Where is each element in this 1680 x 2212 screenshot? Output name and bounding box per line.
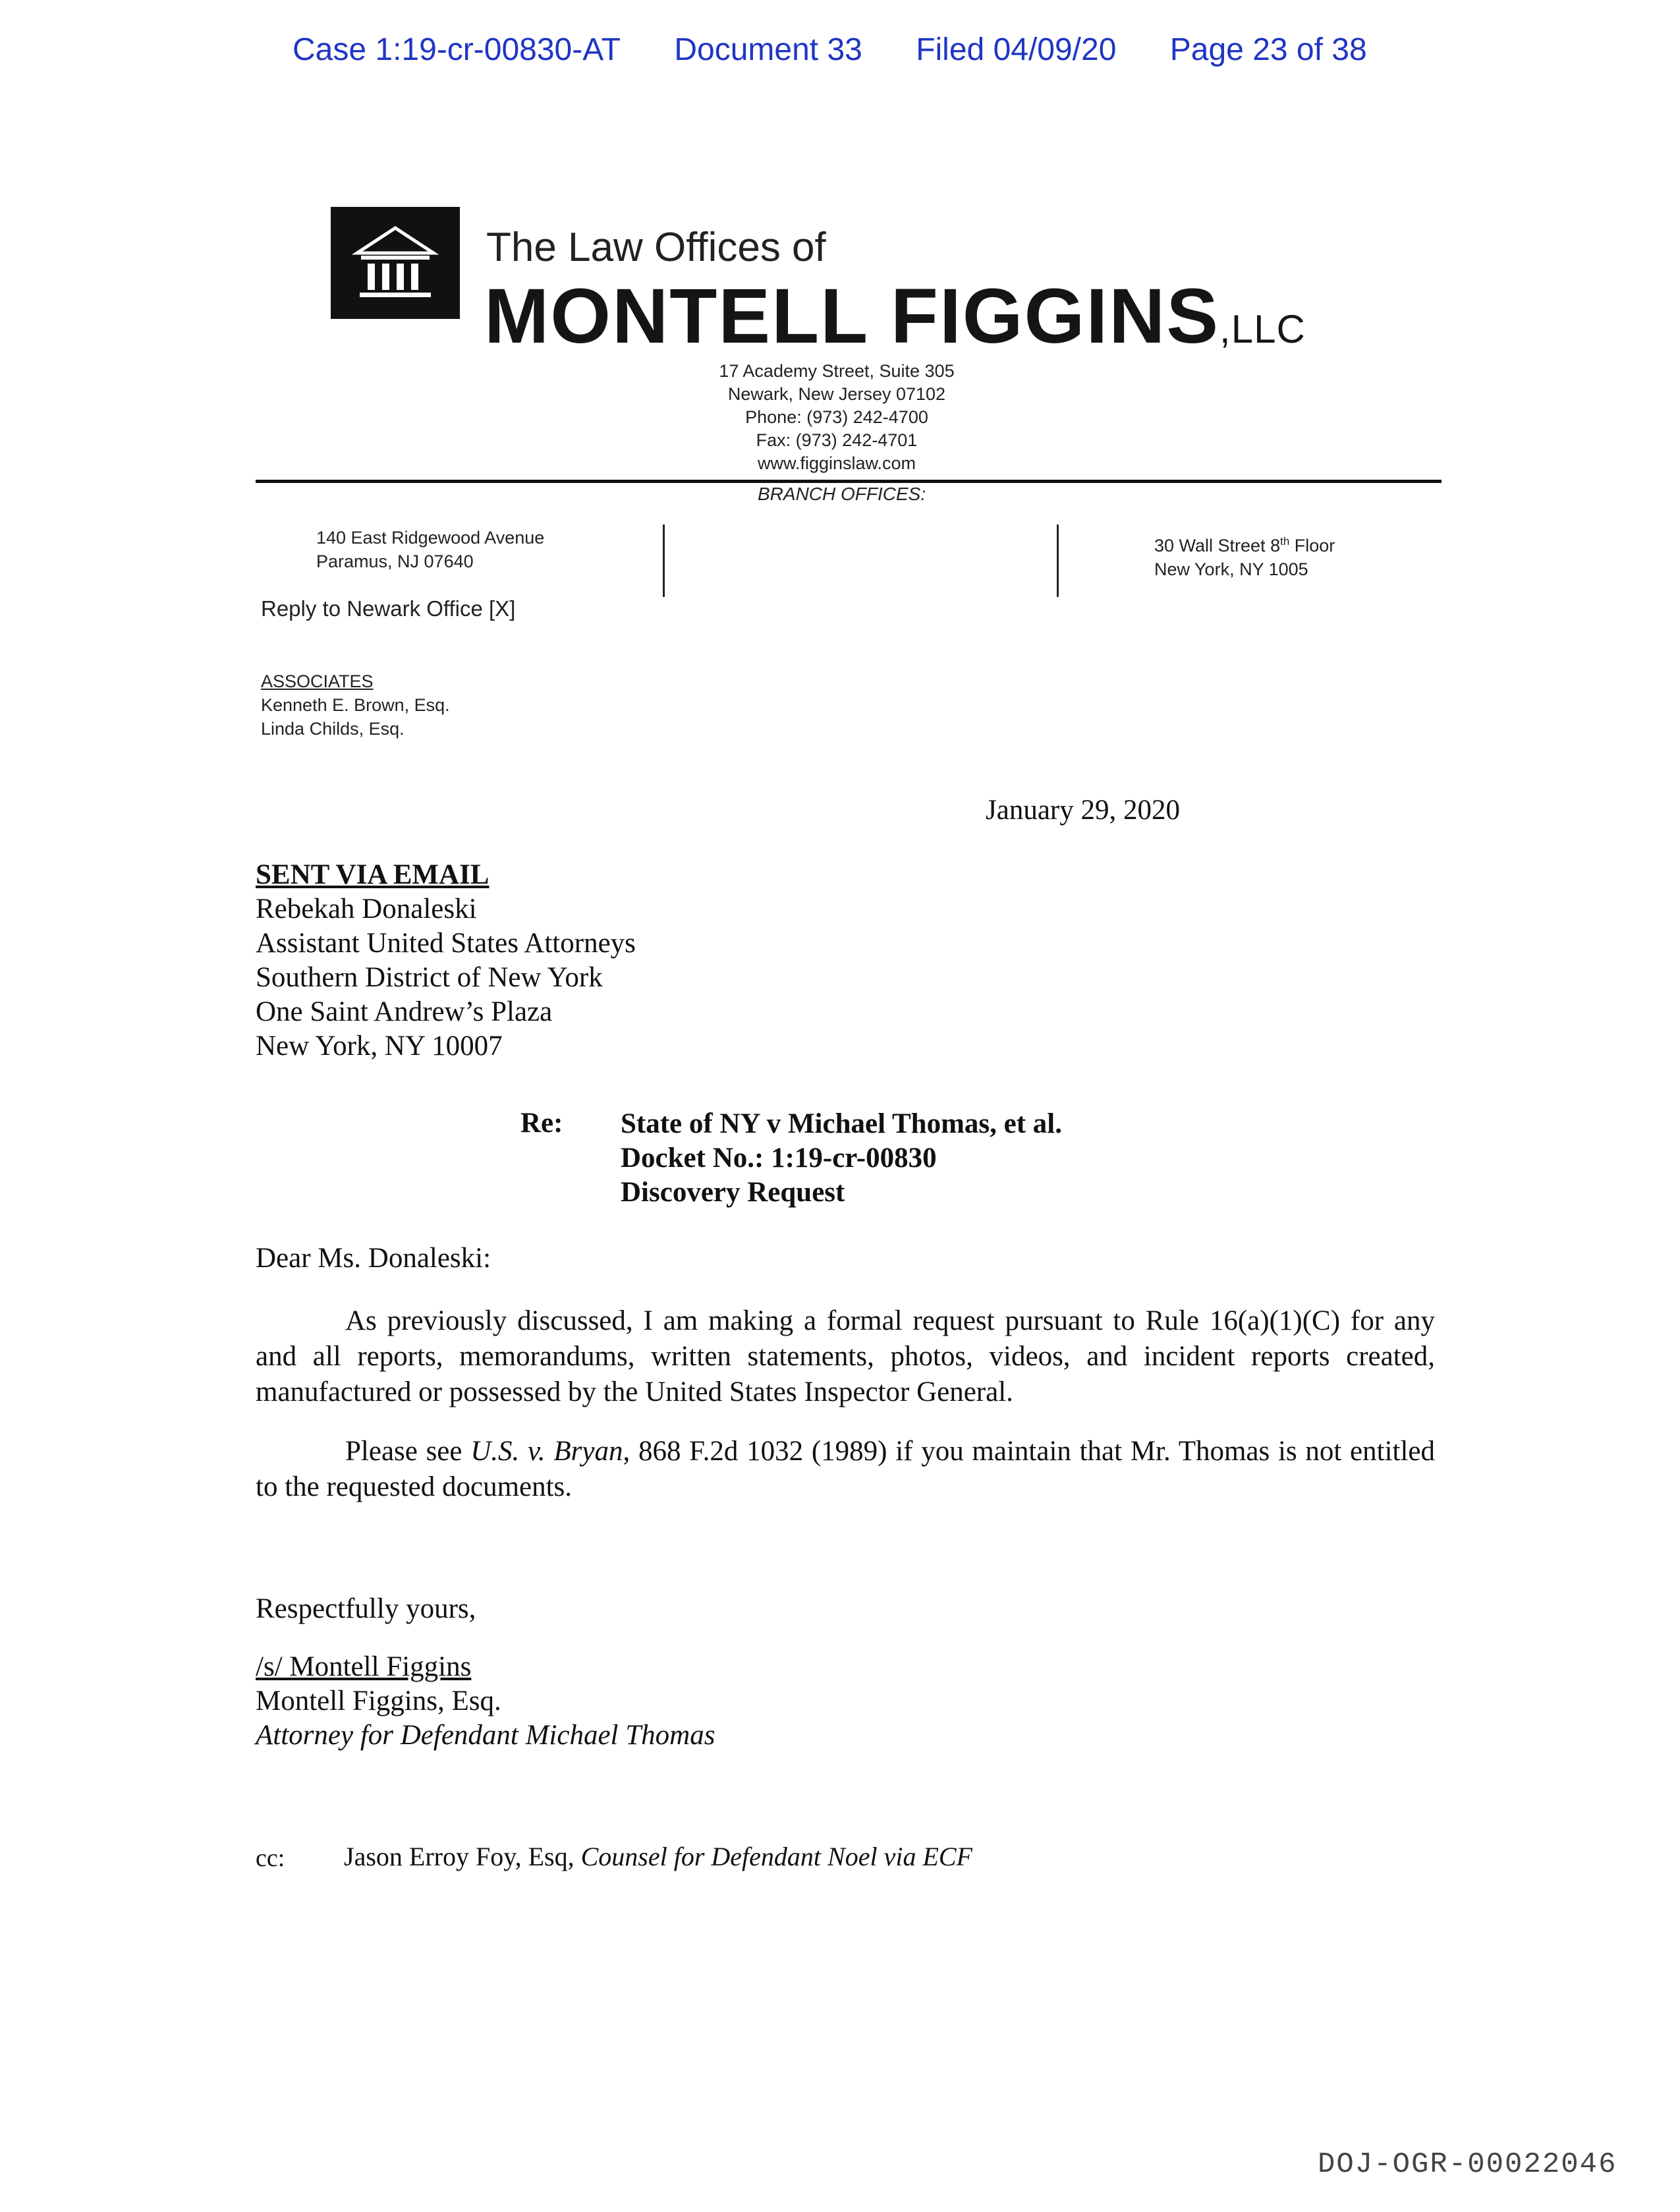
- re-subject-block: [621, 1107, 1062, 1210]
- associate-name: Linda Childs, Esq.: [261, 719, 405, 739]
- branch-divider-left: [663, 525, 665, 597]
- bates-number: DOJ-OGR-00022046: [1318, 2148, 1617, 2181]
- signature-block: [256, 1650, 715, 1753]
- signer-title: Attorney for Defendant Michael Thomas: [256, 1720, 715, 1751]
- paragraph-request: As previously discussed, I am making a formal request pursuant to Rule 16(a)(1)(C) for any and all reports, memorandums, written statements, photos, videos, and incident reports created, manufactured or possessed by the United States Inspector General.: [256, 1305, 1435, 1407]
- address-line: 17 Academy Street, Suite 305: [719, 361, 955, 381]
- firm-tagline: The Law Offices of: [486, 225, 826, 270]
- associate-name: Kenneth E. Brown, Esq.: [261, 695, 450, 715]
- recipient-line: Rebekah Donaleski: [256, 893, 477, 924]
- signer-name: Montell Figgins, Esq.: [256, 1686, 501, 1716]
- cc-recipient: Jason Erroy Foy, Esq, Counsel for Defendant Noel via ECF: [344, 1842, 972, 1871]
- salutation: Dear Ms. Donaleski:: [256, 1243, 491, 1274]
- case-citation: U.S. v. Bryan: [470, 1436, 623, 1467]
- letter-date: January 29, 2020: [986, 795, 1180, 826]
- sent-via-label: SENT VIA EMAIL: [256, 859, 490, 890]
- page-number: Page 23 of 38: [1169, 32, 1367, 67]
- main-office-address: [685, 360, 988, 475]
- case-number: Case 1:19-cr-00830-AT: [293, 32, 621, 67]
- paragraph-citation: Please see U.S. v. Bryan, 868 F.2d 1032 (1989) if you maintain that Mr. Thomas is not entitled to the requested documents.: [256, 1436, 1435, 1502]
- branch-line: New York, NY 1005: [1154, 559, 1308, 579]
- associates-block: [261, 669, 450, 741]
- recipient-block: [256, 858, 636, 1063]
- address-line: Newark, New Jersey 07102: [727, 384, 946, 404]
- document-number: Document 33: [674, 32, 862, 67]
- cc-role: Counsel for Defendant Noel via ECF: [580, 1842, 972, 1871]
- firm-name: MONTELL FIGGINS,LLC: [484, 273, 1306, 360]
- branch-office-paramus: [316, 526, 544, 573]
- associates-heading: ASSOCIATES: [261, 671, 374, 691]
- branch-line: 30 Wall Street 8th Floor: [1154, 535, 1335, 555]
- phone-line: Phone: (973) 242-4700: [745, 407, 928, 427]
- recipient-line: New York, NY 10007: [256, 1031, 503, 1062]
- re-label: Re:: [520, 1108, 563, 1139]
- re-line: Docket No.: 1:19-cr-00830: [621, 1143, 937, 1174]
- recipient-line: Assistant United States Attorneys: [256, 928, 636, 959]
- recipient-line: Southern District of New York: [256, 962, 603, 993]
- re-line: Discovery Request: [621, 1177, 845, 1208]
- filed-date: Filed 04/09/20: [916, 32, 1117, 67]
- closing: Respectfully yours,: [256, 1593, 476, 1624]
- firm-suffix: ,LLC: [1219, 307, 1306, 351]
- fax-line: Fax: (973) 242-4701: [756, 430, 918, 450]
- recipient-line: One Saint Andrew’s Plaza: [256, 996, 553, 1027]
- branch-divider-right: [1057, 525, 1059, 597]
- branch-line: Paramus, NJ 07640: [316, 552, 474, 571]
- e-signature: /s/ Montell Figgins: [256, 1651, 472, 1682]
- letterhead-divider: [256, 480, 1442, 483]
- ecf-header: [293, 32, 1412, 68]
- courthouse-logo-icon: [331, 207, 460, 319]
- website-line: www.figginslaw.com: [757, 453, 916, 473]
- reply-office-note: Reply to Newark Office [X]: [261, 596, 516, 621]
- cc-label: cc:: [256, 1844, 285, 1872]
- branch-line: 140 East Ridgewood Avenue: [316, 528, 545, 548]
- branch-office-new-york: [1154, 530, 1335, 581]
- branch-offices-label: BRANCH OFFICES:: [758, 484, 926, 504]
- re-line: State of NY v Michael Thomas, et al.: [621, 1108, 1063, 1139]
